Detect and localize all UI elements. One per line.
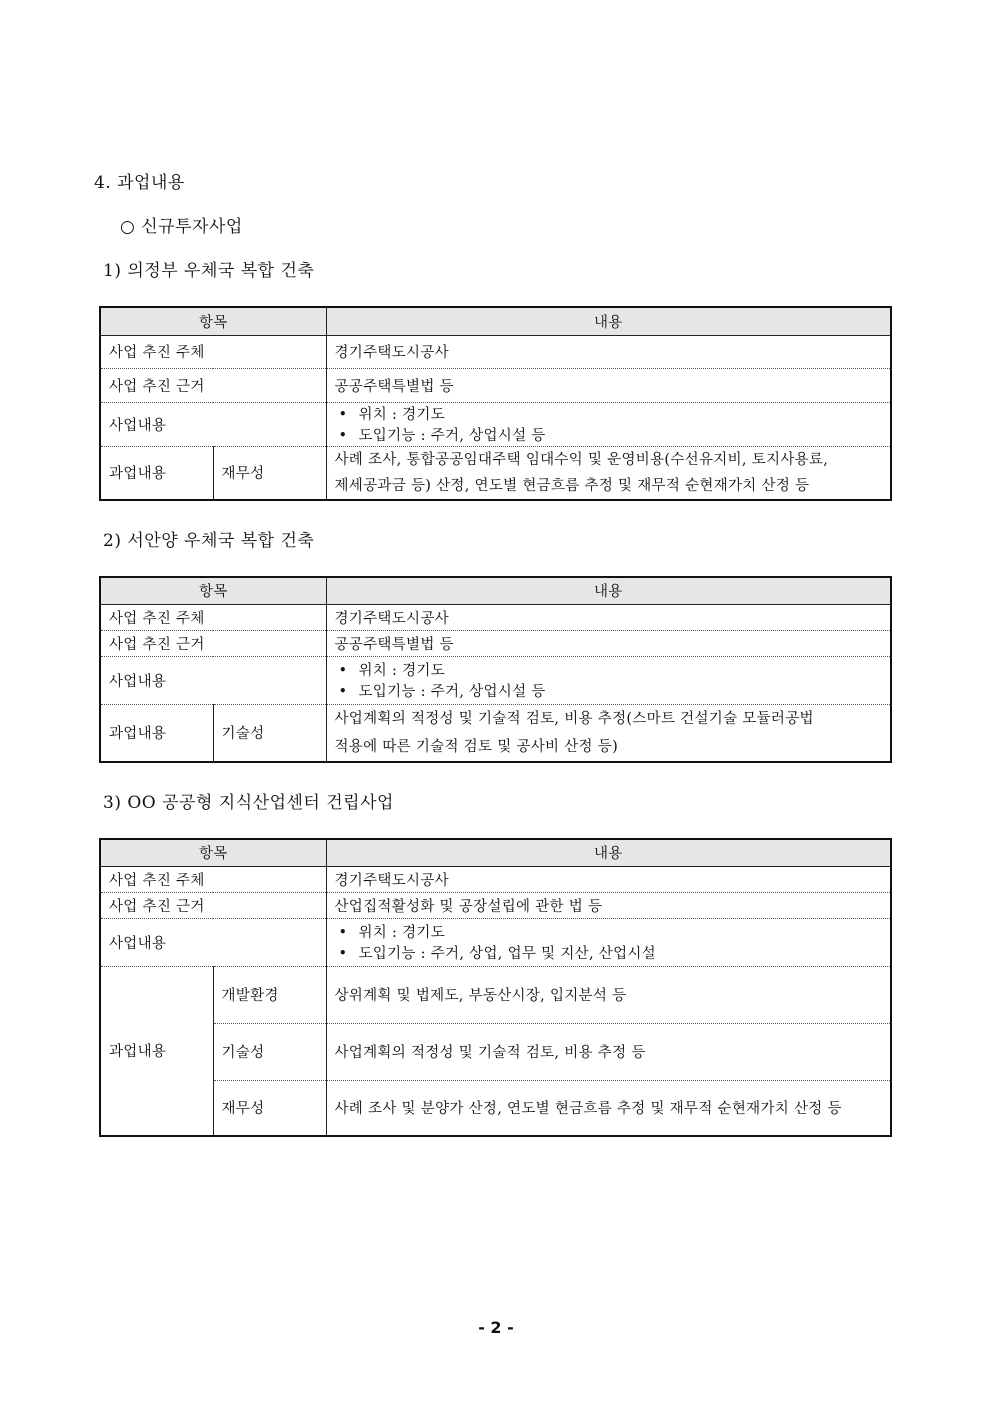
task-line: 제세공과금 등) 산정, 연도별 현금흐름 추정 및 재무적 순현재가치 산정 등 <box>334 477 810 494</box>
desc-label: 사업내용 <box>100 656 326 704</box>
page-number: - 2 - <box>478 1318 514 1337</box>
basis-value: 공공주택특별법 등 <box>326 630 891 656</box>
desc-label: 사업내용 <box>100 918 326 966</box>
task-label: 과업내용 <box>100 966 213 1136</box>
task-line: 적용에 따른 기술적 검토 및 공사비 산정 등) <box>334 738 619 755</box>
desc-cell <box>326 402 891 446</box>
desc-item: • 도입기능 : 주거, 상업시설 등 <box>335 680 883 701</box>
org-label: 사업 추진 주체 <box>100 866 326 892</box>
task-label: 과업내용 <box>100 704 213 762</box>
basis-label: 사업 추진 근거 <box>100 630 326 656</box>
org-label: 사업 추진 주체 <box>100 335 326 368</box>
org-value: 경기주택도시공사 <box>326 866 891 892</box>
task-sub-label: 재무성 <box>213 1080 326 1136</box>
task-sub-label: 기술성 <box>213 1023 326 1080</box>
project-title: 3) OO 공공형 지식산업센터 건립사업 <box>103 793 394 813</box>
basis-label: 사업 추진 근거 <box>100 892 326 918</box>
header-content: 내용 <box>326 577 891 604</box>
header-item: 항목 <box>100 307 326 335</box>
task-sub-label: 개발환경 <box>213 966 326 1023</box>
desc-item: • 도입기능 : 주거, 상업시설 등 <box>335 424 883 445</box>
desc-item: • 위치 : 경기도 <box>335 403 883 424</box>
task-label: 과업내용 <box>100 446 213 500</box>
desc-item: • 위치 : 경기도 <box>335 921 883 942</box>
header-item: 항목 <box>100 839 326 866</box>
desc-cell <box>326 656 891 704</box>
task-content <box>326 446 891 500</box>
section-title: 4. 과업내용 <box>94 173 185 193</box>
basis-value: 산업집적활성화 및 공장설립에 관한 법 등 <box>326 892 891 918</box>
task-content: 상위계획 및 법제도, 부동산시장, 입지분석 등 <box>326 966 891 1023</box>
desc-cell <box>326 918 891 966</box>
project-table <box>99 838 892 1137</box>
task-content <box>326 704 891 762</box>
project-table <box>99 576 892 763</box>
task-line: 사례 조사, 통합공공임대주택 임대수익 및 운영비용(수선유지비, 토지사용료, <box>334 451 829 468</box>
org-value: 경기주택도시공사 <box>326 604 891 630</box>
task-sub-label: 재무성 <box>213 446 326 500</box>
task-content: 사례 조사 및 분양가 산정, 연도별 현금흐름 추정 및 재무적 순현재가치 산정 등 <box>326 1080 891 1136</box>
task-sub-label: 기술성 <box>213 704 326 762</box>
org-value: 경기주택도시공사 <box>326 335 891 368</box>
task-line: 사업계획의 적정성 및 기술적 검토, 비용 추정(스마트 건설기술 모듈러공법 <box>334 710 814 727</box>
basis-value: 공공주택특별법 등 <box>326 368 891 402</box>
header-item: 항목 <box>100 577 326 604</box>
project-table <box>99 306 892 501</box>
subsection-title: ○ 신규투자사업 <box>120 217 243 237</box>
org-label: 사업 추진 주체 <box>100 604 326 630</box>
project-title: 2) 서안양 우체국 복합 건축 <box>103 531 315 551</box>
project-title: 1) 의정부 우체국 복합 건축 <box>103 261 315 281</box>
header-content: 내용 <box>326 307 891 335</box>
task-content: 사업계획의 적정성 및 기술적 검토, 비용 추정 등 <box>326 1023 891 1080</box>
desc-item: • 위치 : 경기도 <box>335 659 883 680</box>
desc-item: • 도입기능 : 주거, 상업, 업무 및 지산, 산업시설 <box>335 942 883 963</box>
header-content: 내용 <box>326 839 891 866</box>
desc-label: 사업내용 <box>100 402 326 446</box>
basis-label: 사업 추진 근거 <box>100 368 326 402</box>
